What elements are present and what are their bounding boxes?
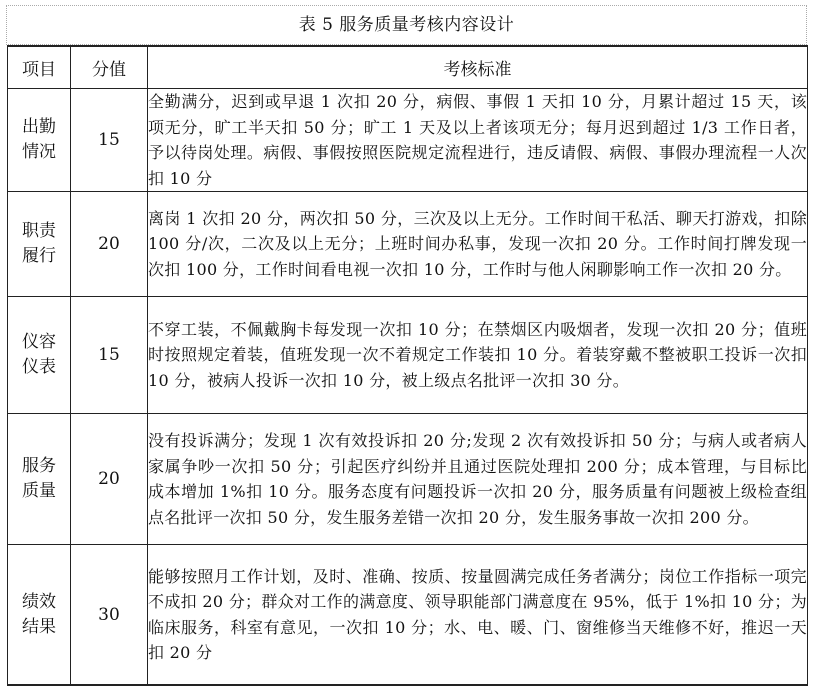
item-label-line: 仪容	[22, 332, 56, 352]
item-label-line: 仪表	[22, 357, 56, 377]
table-row	[8, 89, 808, 192]
header-score: 分值	[71, 46, 148, 89]
item-label-line: 绩效	[22, 591, 56, 612]
item-label-line: 情况	[22, 142, 56, 162]
item-cell	[8, 414, 71, 545]
item-label-line: 结果	[22, 616, 56, 637]
score-cell: 20	[71, 192, 148, 297]
item-label-line: 出勤	[22, 117, 56, 137]
table-header-row	[8, 46, 808, 89]
score-cell: 15	[71, 297, 148, 414]
table-row	[8, 545, 808, 686]
score-cell: 30	[71, 545, 148, 686]
item-cell	[8, 89, 71, 192]
table-caption: 表 5 服务质量考核内容设计	[6, 5, 807, 45]
item-label-line: 服务	[22, 456, 56, 476]
item-cell	[8, 192, 71, 297]
standard-cell: 全勤满分，迟到或早退 1 次扣 20 分，病假、事假 1 天扣 10 分，月累计超过 15 天，该项无分，旷工半天扣 50 分；旷工 1 天及以上者该项无分；每月迟到超过 1/3 工作日者，予以待岗处理。病假、事假按照医院规定流程进行，违反请假、病假、事假办理流程一人次扣 10 分	[148, 89, 808, 192]
item-label-line: 质量	[22, 481, 56, 501]
header-item: 项目	[8, 46, 71, 89]
standard-cell: 没有投诉满分；发现 1 次有效投诉扣 20 分;发现 2 次有效投诉扣 50 分；与病人或者病人家属争吵一次扣 50 分；引起医疗纠纷并且通过医院处理扣 200 分；成本管理，与目标比成本增加 1%扣 10 分。服务态度有问题投诉一次扣 20 分，服务质量有问题被上级检查组点名批评一次扣 50 分，发生服务差错一次扣 20 分，发生服务事故一次扣 200 分。	[148, 414, 808, 545]
score-cell: 15	[71, 89, 148, 192]
assessment-table	[7, 45, 808, 686]
score-cell: 20	[71, 414, 148, 545]
table-row	[8, 297, 808, 414]
header-standard: 考核标准	[148, 46, 808, 89]
standard-cell: 离岗 1 次扣 20 分，两次扣 50 分，三次及以上无分。工作时间干私活、聊天打游戏，扣除 100 分/次，二次及以上无分；上班时间办私事，发现一次扣 20 分。工作时间打牌发现一次扣 100 分，工作时间看电视一次扣 10 分，工作时与他人闲聊影响工作一次扣 20 分。	[148, 192, 808, 297]
table-row	[8, 192, 808, 297]
item-cell	[8, 545, 71, 686]
item-cell	[8, 297, 71, 414]
standard-cell: 能够按照月工作计划，及时、准确、按质、按量圆满完成任务者满分；岗位工作指标一项完不成扣 20 分；群众对工作的满意度、领导职能部门满意度在 95%，低于 1%扣 10 分；为临床服务，科室有意见，一次扣 10 分；水、电、暖、门、窗维修当天维修不好，推迟一天扣 20 分	[148, 545, 808, 686]
item-label-line: 职责	[22, 221, 56, 241]
table-row	[8, 414, 808, 545]
item-label-line: 履行	[22, 246, 56, 266]
standard-cell: 不穿工装，不佩戴胸卡每发现一次扣 10 分；在禁烟区内吸烟者，发现一次扣 20 分；值班时按照规定着装，值班发现一次不着规定工作装扣 10 分。着装穿戴不整被职工投诉一次扣 10 分，被病人投诉一次扣 10 分，被上级点名批评一次扣 30 分。	[148, 297, 808, 414]
